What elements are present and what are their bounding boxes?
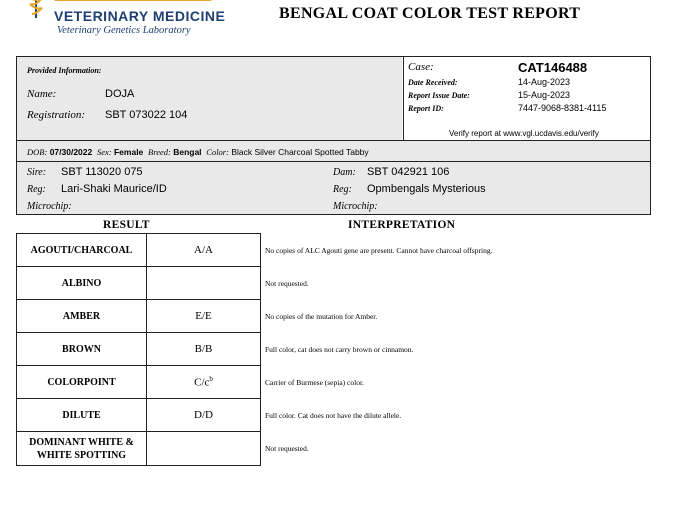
interpretation: No copies of ALC Agouti gene are present. Cannot have charcoal offspring.: [265, 245, 493, 255]
case-id: CAT146488: [518, 60, 588, 75]
gene-name: ALBINO: [17, 267, 147, 300]
case-label: Case:: [408, 61, 434, 73]
dob-label: DOB:: [27, 147, 48, 157]
table-row: [17, 366, 651, 399]
sire-microchip-label: Microchip:: [27, 201, 72, 212]
date-received: 14-Aug-2023: [518, 77, 571, 87]
color-label: Color:: [206, 147, 229, 157]
genotype: D/D: [147, 399, 261, 432]
dam-label: Dam:: [333, 167, 356, 178]
genotype: [147, 432, 261, 466]
dam-value: SBT 042921 106: [367, 166, 450, 178]
table-row: [17, 399, 651, 432]
issue-date: 15-Aug-2023: [518, 90, 571, 100]
provided-info-label: Provided Information:: [27, 66, 102, 75]
dam-reg-value: Opmbengals Mysterious: [367, 183, 486, 195]
table-row: [17, 267, 651, 300]
logo-lab-name: Veterinary Genetics Laboratory: [57, 25, 191, 36]
table-row: [17, 300, 651, 333]
genotype: [147, 267, 261, 300]
registration-label: Registration:: [27, 109, 86, 121]
report-id: 7447-9068-8381-4115: [518, 103, 607, 113]
registration-value: SBT 073022 104: [105, 109, 188, 121]
result-header: RESULT: [103, 219, 150, 231]
gene-name: DILUTE: [17, 399, 147, 432]
breed-value: Bengal: [173, 147, 202, 157]
date-received-label: Date Received:: [408, 78, 458, 87]
genotype: E/E: [147, 300, 261, 333]
name-label: Name:: [27, 88, 57, 100]
dob-value: 07/30/2022: [49, 147, 93, 157]
genotype-superscript: b: [209, 375, 213, 384]
table-row: [17, 432, 651, 466]
caduceus-icon: [26, 0, 46, 18]
verify-link[interactable]: Verify report at www.vgl.ucdavis.edu/verify: [449, 129, 599, 138]
report-title: BENGAL COAT COLOR TEST REPORT: [279, 5, 581, 22]
issue-date-label: Report Issue Date:: [408, 91, 470, 100]
sire-label: Sire:: [27, 167, 47, 178]
gene-name: BROWN: [17, 333, 147, 366]
logo-school-name: VETERINARY MEDICINE: [54, 8, 226, 24]
interpretation: Full color, cat does not carry brown or cinnamon.: [265, 344, 414, 354]
sire-value: SBT 113020 075: [61, 166, 143, 178]
logo-banner: [54, 0, 212, 1]
genotype-base: C/c: [194, 376, 210, 389]
interpretation: Not requested.: [265, 278, 309, 288]
gene-name: DOMINANT WHITE & WHITE SPOTTING: [17, 432, 147, 466]
gene-name: COLORPOINT: [17, 366, 147, 399]
gene-name: AGOUTI/CHARCOAL: [17, 234, 147, 267]
color-value: Black Silver Charcoal Spotted Tabby: [231, 147, 369, 157]
sex-label: Sex:: [96, 147, 112, 157]
interpretation: Full color. Cat does not have the dilute allele.: [265, 410, 402, 420]
interpretation: Carrier of Burmese (sepia) color.: [265, 377, 364, 387]
sire-reg-label: Reg:: [27, 184, 46, 195]
animal-details: [27, 147, 369, 157]
dam-reg-label: Reg:: [333, 184, 352, 195]
table-row: [17, 234, 651, 267]
report-id-label: Report ID:: [408, 104, 444, 113]
genotype: [147, 366, 261, 399]
genotype: A/A: [147, 234, 261, 267]
interpretation: Not requested.: [265, 444, 309, 453]
interpretation: No copies of the mutation for Amber.: [265, 311, 378, 321]
results-table: [16, 233, 651, 466]
breed-label: Breed:: [148, 147, 171, 157]
gene-name: AMBER: [17, 300, 147, 333]
interpretation-header: INTERPRETATION: [348, 219, 456, 231]
animal-name: DOJA: [105, 88, 135, 100]
sex-value: Female: [113, 147, 144, 157]
table-row: [17, 333, 651, 366]
dam-microchip-label: Microchip:: [333, 201, 378, 212]
genotype: B/B: [147, 333, 261, 366]
sire-reg-value: Lari-Shaki Maurice/ID: [61, 183, 167, 195]
